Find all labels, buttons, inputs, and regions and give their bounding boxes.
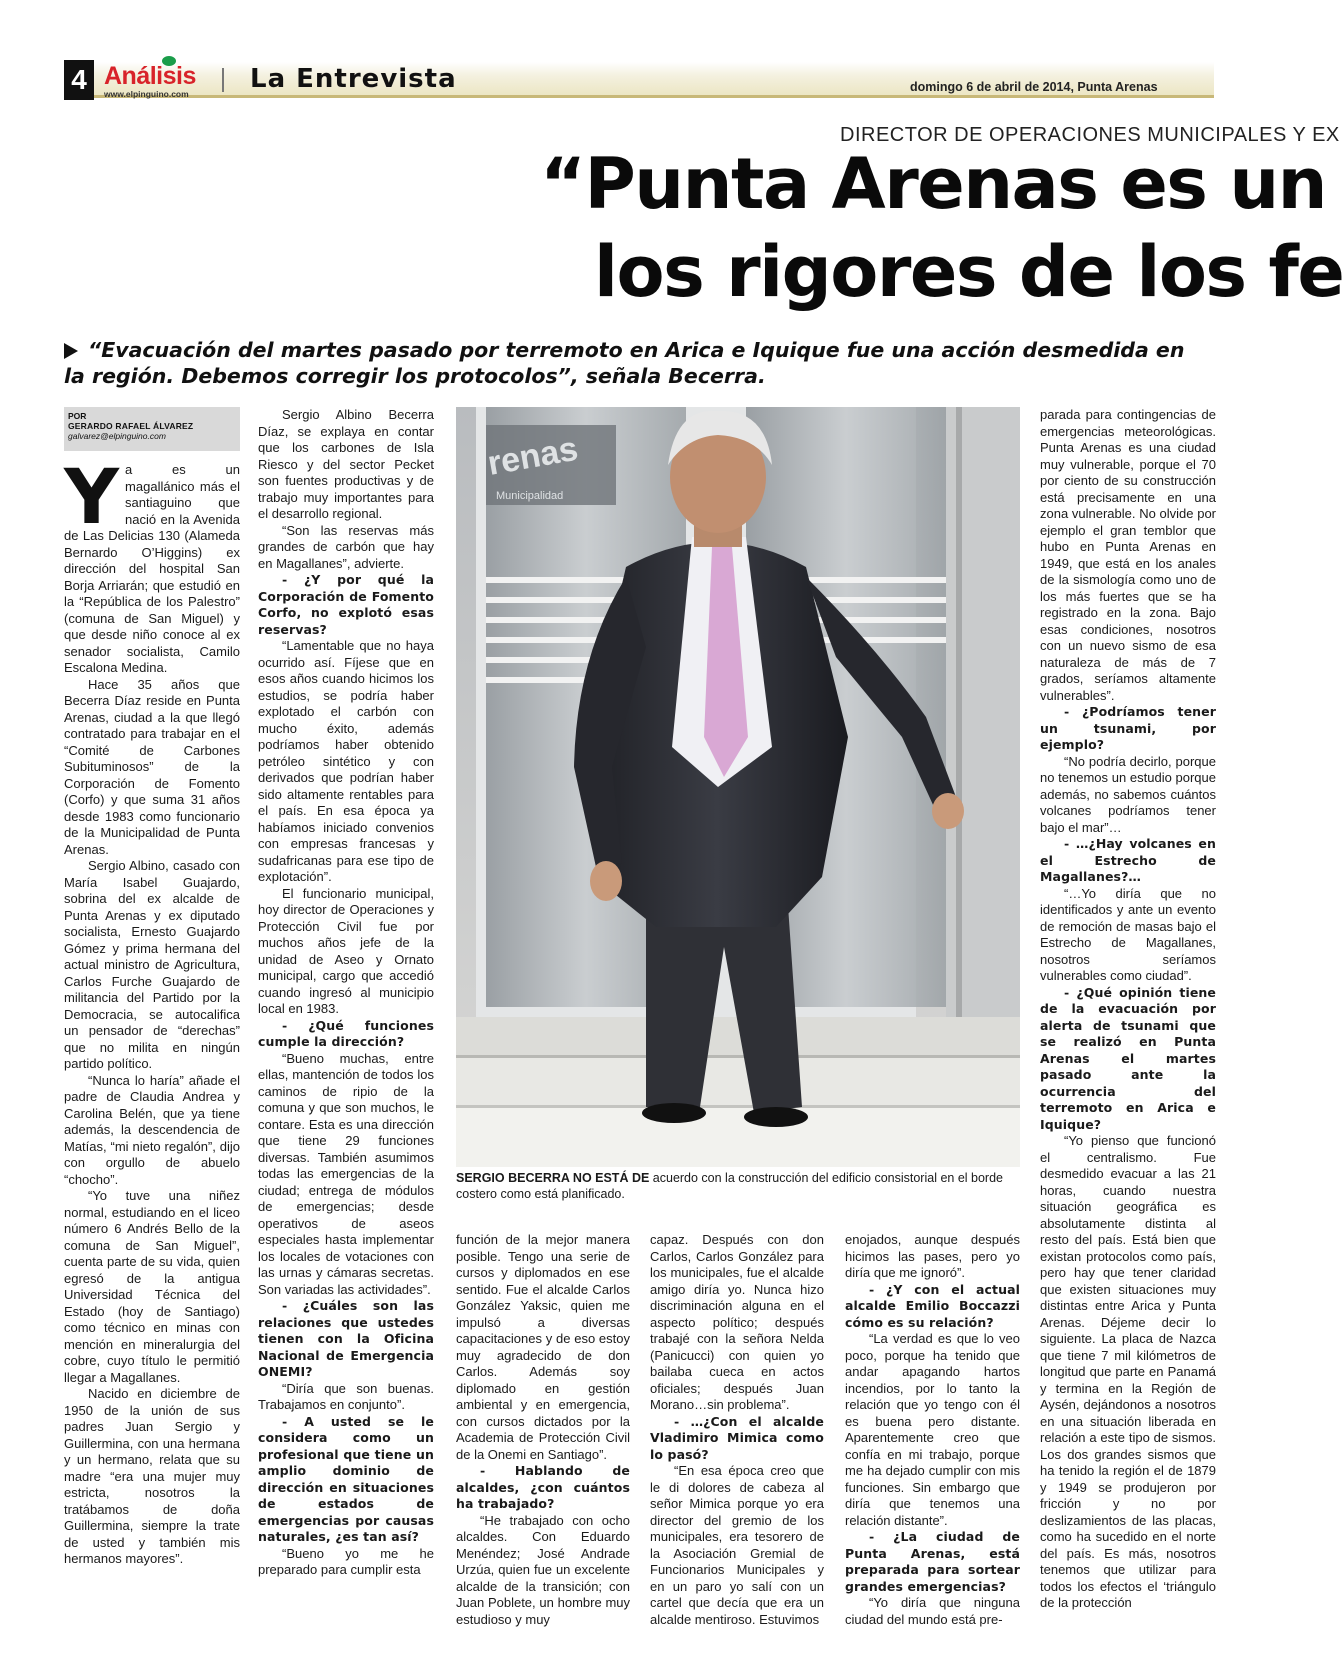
newspaper-logo[interactable] [104, 62, 214, 98]
photo-caption-text: acuerdo con la construcción del edificio consistorial en el borde costero como está planificado. [456, 1171, 1003, 1201]
paragraph: Sergio Albino Becerra Díaz, se explaya en contar que los carbones de Isla Riesco y del sector Pecket son fuentes productivas y de trabajo muy importantes para el desarrollo regional. [258, 407, 434, 521]
article-column-2 [258, 407, 434, 1652]
interview-question: - ¿Qué funciones cumple la dirección? [258, 1017, 434, 1049]
paragraph: enojados, aunque después hicimos las pases, pero yo diría que me ignoró”. [845, 1232, 1020, 1280]
interview-question: - Hablando de alcaldes, ¿con cuántos ha trabajado? [456, 1463, 630, 1511]
paragraph: “En esa época creo que le di dolores de cabeza al señor Mimica porque yo era director del gremio de los municipales, era tesorero de la Asociación Gremial de Funcionarios Municipales y en un paro yo salí con un cartel que decía que era un alcalde mentiroso. Estuvimos [650, 1463, 824, 1627]
paragraph: “Lamentable que no haya ocurrido así. Fíjese que en esos años cuando hicimos los estudios, se podría haber explotado el carbón con mucho éxito, además podríamos haber obtenido petróleo sintético y con derivados que podrían haber sido altamente rentables para el país. En esa época ya habíamos iniciado convenios con empresas francesas y sudafricanas para ese tipo de explotación”. [258, 638, 434, 884]
paragraph: “Nunca lo haría” añade el padre de Claudia Andrea y Carolina Belén, que ya tiene además, la descendencia de Matías, “mi nieto regalón”, dijo con orgullo de abuelo “chocho”. [64, 1072, 240, 1187]
section-title: La Entrevista [250, 64, 457, 94]
paragraph: “Yo pienso que funcionó el centralismo. Fue desmedido evacuar a las 21 horas, cuando nuestra situación geográfica es absolutamente distinta al resto del país. Está bien que existan protocolos como país, pero hay que tener claridad que existen situaciones muy distintas entre Arica y Punta Arenas. Déjeme decir lo siguiente. La placa de Nazca que tiene 7 mil kilómetros de longitud que parte en Panamá y termina en la Región de Aysén, dejándonos a nosotros en una situación liberada en relación a este tipo de sismos. Los dos grandes sismos que ha tenido la región el de 1879 y 1949 se produjeron por fricción y no por deslizamientos de las placas, como ha sucedido en el norte del país. Es más, nosotros tenemos que utilizar para todos los efectos el ‘triángulo de la protección [1040, 1133, 1216, 1610]
logo-text: Análisis [104, 62, 196, 90]
issue-date: domingo 6 de abril de 2014, Punta Arenas [910, 80, 1158, 94]
paragraph: “Yo diría que ninguna ciudad del mundo está pre- [845, 1595, 1020, 1627]
photo-illustration [456, 407, 1020, 1167]
byline-por: POR [68, 411, 87, 421]
paragraph: “Bueno yo me he preparado para cumplir esta [258, 1545, 434, 1577]
paragraph: “…Yo diría que no identificados y ante un evento de remoción de masas bajo el Estrecho de Magallanes, nosotros seríamos vulnerables como ciudad”. [1040, 885, 1216, 983]
article-column-1 [64, 452, 240, 1652]
paragraph: “Yo tuve una niñez normal, estudiando en el liceo número 6 Andrés Bello de la comuna de San Miguel”, cuenta parte de su vida, quien egresó de la antigua Universidad Técnica del Estado (hoy de Santiago) como técnico en minas con mención en mineralurgia del cobre, cuyo título le permitió llegar a Magallanes. [64, 1188, 240, 1385]
paragraph: función de la mejor manera posible. Tengo una serie de cursos y diplomados en ese sentido. Fue el alcalde Carlos González Yaksic, quien me impulsó a diversas capacitaciones y de eso estoy muy agradecido de don Carlos. Además soy diplomado en gestión ambiental y en emergencia, con cursos dictados por la Academia de Protección Civil de la Onemi en Santiago”. [456, 1232, 630, 1462]
page-number: 4 [64, 60, 94, 100]
headline-line-2: los rigores de los fe [594, 231, 1343, 313]
article-column-3 [456, 1232, 630, 1652]
paragraph: Nacido en diciembre de 1950 de la unión de sus padres Juan Sergio y Guillermina, con una hermana y un hermano, relata que su madre “era una mujer muy estricta, nosotros la tratábamos de doña Guillermina, siempre la trate de usted y también mis hermanos mayores”. [64, 1386, 240, 1566]
headline [540, 140, 1343, 315]
article-column-6 [1040, 407, 1216, 1652]
paragraph: “Bueno muchas, entre ellas, mantención de todos los caminos de ripio de la comuna y que son muchos, le contare. Esta es una dirección que tiene 29 funciones diversas. También asumimos todas las emergencias de la ciudad; entrega de módulos de emergencias; desde operativos de aseos especiales hasta implementar los locales de votaciones con las urnas y cámaras secretas. Son variadas las actividades”. [258, 1050, 434, 1297]
byline-author: GERARDO RAFAEL ÁLVAREZ [68, 421, 194, 431]
paragraph: “No podría decirlo, porque no tenemos un estudio porque además, no sabemos cuántos volcanes podríamos tener bajo el mar”… [1040, 753, 1216, 835]
photo-caption-lead: SERGIO BECERRA NO ESTÁ DE [456, 1171, 650, 1185]
deck-text: “Evacuación del martes pasado por terremoto en Arica e Iquique fue una acción desmedida en la región. Debemos corregir los protocolos”, señala Becerra. [64, 338, 1185, 388]
interview-question: - ¿Y por qué la Corporación de Fomento Corfo, no explotó esas reservas? [258, 572, 434, 637]
kicker: DIRECTOR DE OPERACIONES MUNICIPALES Y EX [840, 124, 1340, 146]
interview-question: - ¿Podríamos tener un tsunami, por ejemplo? [1040, 704, 1216, 752]
article-photo [456, 407, 1020, 1167]
interview-question: - …¿Hay volcanes en el Estrecho de Magallanes?… [1040, 836, 1216, 884]
paragraph: “Diría que son buenas. Trabajamos en conjunto”. [258, 1380, 434, 1412]
interview-question: - ¿Qué opinión tiene de la evacuación por alerta de tsunami que se realizó en Punta Arenas el martes pasado ante la ocurrencia del terremoto en Arica e Iquique? [1040, 984, 1216, 1132]
interview-question: - A usted se le considera como un profesional que tiene un amplio dominio de dirección en situaciones de estados de emergencias por causas naturales, ¿es tan así? [258, 1413, 434, 1544]
paragraph: Ya es un magallánico más el santiaguino que nació en la Avenida de Las Delicias 130 (Alameda Bernardo O’Higgins) ex dirección del hospital San Borja Arriarán; que estudió en la “República de los Palestro” (comuna de San Miguel) y que desde niño conoce al ex senador socialista, Camilo Escalona Medina. [64, 452, 240, 675]
svg-text:renas: renas [484, 429, 581, 483]
logo-url[interactable]: www.elpinguino.com [104, 89, 189, 99]
paragraph: capaz. Después con don Carlos, Carlos González para los municipales, fue el alcalde amigo diría yo. Nunca hizo discriminación alguna en el aspecto político; después trabajé con la señora Nelda (Panicucci) con quien yo bailaba cueca en actos oficiales; después Juan Morano…sin problema”. [650, 1232, 824, 1412]
byline [64, 407, 240, 451]
header-divider [222, 68, 224, 92]
article-column-4 [650, 1232, 824, 1652]
paragraph: parada para contingencias de emergencias meteorológicas. Punta Arenas es una ciudad muy vulnerable, porque el 70 por ciento de su construcción está precisamente en una zona vulnerable. No olvide por ejemplo el gran temblor que hubo en Punta Arenas en 1949, que está en los anales de la sismología como uno de los más fuertes que se ha registrado en la zona. Bajo esas condiciones, nosotros con un nuevo sismo de esa naturaleza de más de 7 grados, seríamos altamente vulnerables”. [1040, 407, 1216, 703]
drop-cap: Y [64, 452, 120, 541]
deck [64, 337, 1204, 389]
paragraph: Hace 35 años que Becerra Díaz reside en Punta Arenas, ciudad a la que llegó contratado para trabajar en el “Comité de Carbones Subituminosos” de la Corporación de Fomento (Corfo) y que suma 31 años desde 1983 como funcionario de la Municipalidad de Punta Arenas. [64, 676, 240, 857]
photo-caption [456, 1170, 1020, 1202]
byline-email[interactable]: galvarez@elpinguino.com [68, 431, 166, 441]
paragraph: “Son las reservas más grandes de carbón que hay en Magallanes”, advierte. [258, 522, 434, 571]
paragraph: “He trabajado con ocho alcaldes. Con Eduardo Menéndez; José Andrade Urzúa, quien fue un excelente alcalde de la transición; con Juan Poblete, un hombre muy estudioso y muy [456, 1512, 630, 1627]
svg-text:Municipalidad: Municipalidad [496, 490, 564, 502]
paragraph: “La verdad es que lo veo poco, porque ha tenido que andar apagando hartos incendios, por lo tanto la relación que yo tengo con él es buena pero distante. Aparentemente creo que confía en mi trabajo, porque me ha dejado cumplir con mis funciones. Sin embargo que diría que tenemos una relación distante”. [845, 1331, 1020, 1528]
paragraph: El funcionario municipal, hoy director de Operaciones y Protección Civil fue por muchos años jefe de la unidad de Aseo y Ornato municipal, cargo que accedió cuando ingresó al municipio local en 1983. [258, 885, 434, 1016]
paragraph: Sergio Albino, casado con María Isabel Guajardo, sobrina del ex alcalde de Punta Arenas y ex diputado socialista, Ernesto Guajardo Gómez y prima hermana del actual ministro de Agricultura, Carlos Furche Guajardo de militancia del Partido por la Democracia, se autocalifica un pensador de “derechas” que no milita en ningún partido político. [64, 858, 240, 1071]
interview-question: - …¿Con el alcalde Vladimiro Mimica como lo pasó? [650, 1413, 824, 1462]
interview-question: - ¿Y con el actual alcalde Emilio Boccazzi cómo es su relación? [845, 1281, 1020, 1330]
headline-line-1: “Punta Arenas es un [540, 143, 1327, 225]
triangle-bullet-icon [64, 343, 78, 359]
interview-question: - ¿La ciudad de Punta Arenas, está preparada para sortear grandes emergencias? [845, 1529, 1020, 1594]
article-column-5 [845, 1232, 1020, 1652]
interview-question: - ¿Cuáles son las relaciones que ustedes tienen con la Oficina Nacional de Emergencia ONEMI? [258, 1298, 434, 1379]
